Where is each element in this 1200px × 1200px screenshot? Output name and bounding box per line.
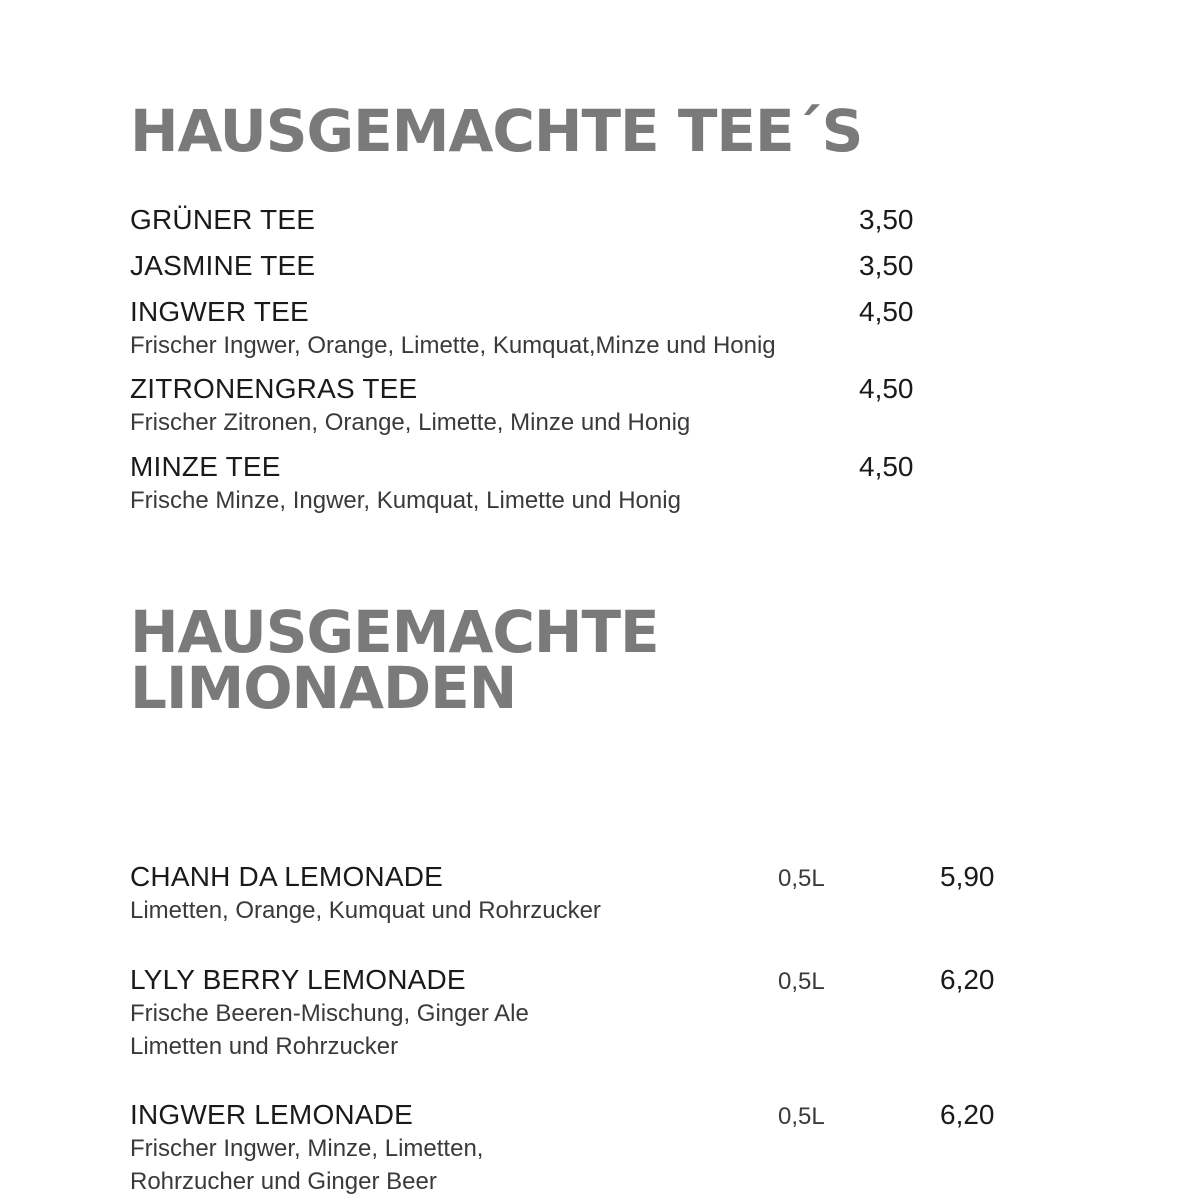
item-price: 4,50	[859, 373, 914, 404]
item-name: ZITRONENGRAS TEE	[130, 373, 418, 404]
section-title-teas: HAUSGEMACHTE TEE´S	[130, 97, 863, 165]
section-title-line: LIMONADEN	[130, 654, 517, 722]
item-description: Frischer Ingwer, Minze, Limetten,	[130, 1135, 484, 1162]
item-size: 0,5L	[778, 968, 825, 995]
item-description: Frischer Zitronen, Orange, Limette, Minze und Honig	[130, 409, 691, 436]
menu-page	[130, 0, 1130, 1200]
item-description: Frische Beeren-Mischung, Ginger Ale	[130, 1000, 529, 1027]
item-name: MINZE TEE	[130, 451, 281, 482]
section-title-lemonades	[130, 598, 659, 722]
item-name: INGWER LEMONADE	[130, 1099, 414, 1130]
item-price: 6,20	[940, 964, 995, 995]
item-size: 0,5L	[778, 865, 825, 892]
item-name: JASMINE TEE	[130, 250, 316, 281]
item-price: 6,20	[940, 1099, 995, 1130]
item-price: 5,90	[940, 861, 995, 892]
item-description: Limetten, Orange, Kumquat und Rohrzucker	[130, 897, 601, 924]
item-price: 4,50	[859, 451, 914, 482]
item-name: INGWER TEE	[130, 296, 309, 327]
item-price: 3,50	[859, 250, 914, 281]
item-size: 0,5L	[778, 1103, 825, 1130]
item-name: LYLY BERRY LEMONADE	[130, 964, 466, 995]
item-description: Frischer Ingwer, Orange, Limette, Kumquat,Minze und Honig	[130, 332, 776, 359]
item-name: CHANH DA LEMONADE	[130, 861, 444, 892]
item-description: Rohrzucher und Ginger Beer	[130, 1168, 437, 1195]
section-title-line: HAUSGEMACHTE	[130, 598, 659, 666]
item-price: 4,50	[859, 296, 914, 327]
item-name: GRÜNER TEE	[130, 204, 316, 235]
item-price: 3,50	[859, 204, 914, 235]
item-description: Frische Minze, Ingwer, Kumquat, Limette und Honig	[130, 487, 681, 514]
item-description: Limetten und Rohrzucker	[130, 1033, 399, 1060]
